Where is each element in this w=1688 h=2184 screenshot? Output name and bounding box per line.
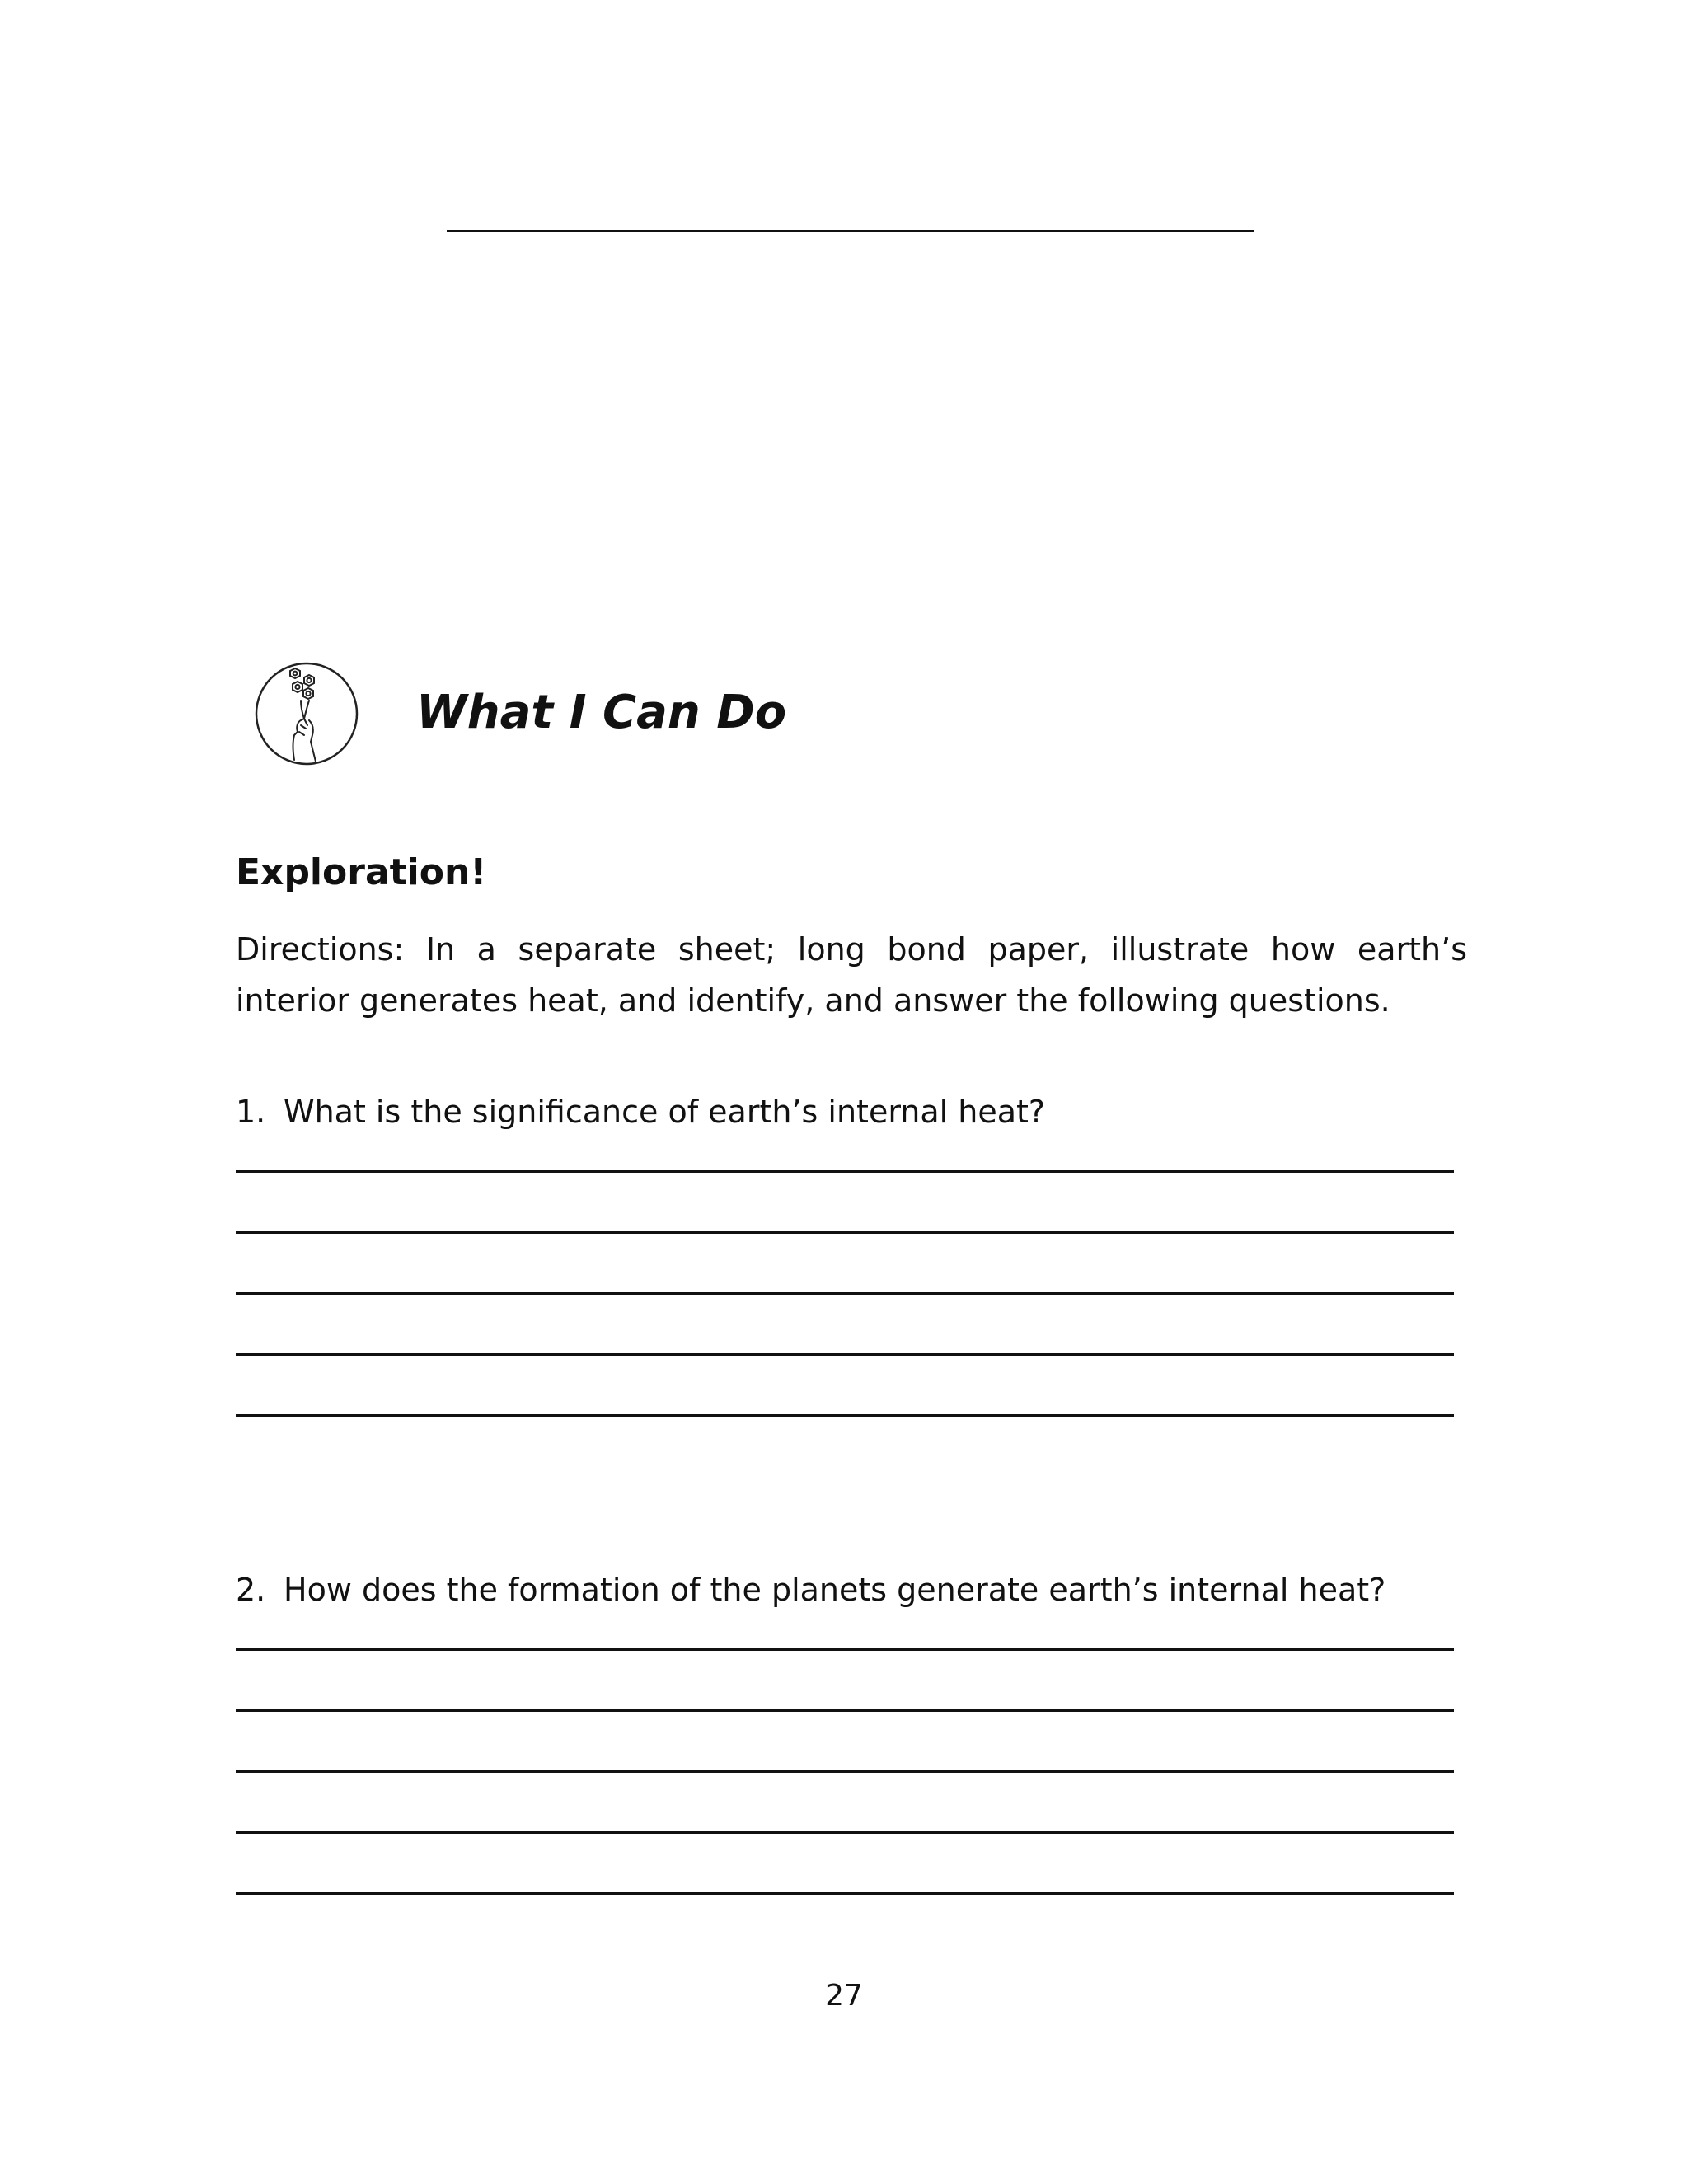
question-number: 2. <box>236 1572 266 1608</box>
question-2 <box>236 1568 1386 1611</box>
answer-line[interactable] <box>236 1353 1454 1356</box>
hand-holding-gears-icon <box>253 659 360 768</box>
section-title: What I Can Do <box>416 686 787 739</box>
answer-line[interactable] <box>236 1231 1454 1234</box>
activity-directions: Directions: In a separate sheet; long bond paper, illustrate how earth’s interior generates heat, and identify, and answer the following questions. <box>236 931 1467 1019</box>
answer-line[interactable] <box>236 1648 1454 1651</box>
answer-line[interactable] <box>236 1770 1454 1773</box>
answer-line[interactable] <box>236 1831 1454 1834</box>
answer-line[interactable] <box>236 1414 1454 1417</box>
answer-line[interactable] <box>236 1292 1454 1295</box>
question-text: What is the significance of earth’s internal heat? <box>284 1094 1046 1130</box>
page-number: 27 <box>825 1979 863 2013</box>
answer-line[interactable] <box>236 1709 1454 1712</box>
header-rule <box>447 230 1254 232</box>
question-1 <box>236 1090 1045 1133</box>
answer-line[interactable] <box>236 1892 1454 1895</box>
question-number: 1. <box>236 1094 266 1130</box>
section-badge <box>253 659 360 768</box>
answer-line[interactable] <box>236 1170 1454 1173</box>
activity-heading: Exploration! <box>236 851 487 893</box>
question-text: How does the formation of the planets generate earth’s internal heat? <box>284 1572 1386 1608</box>
